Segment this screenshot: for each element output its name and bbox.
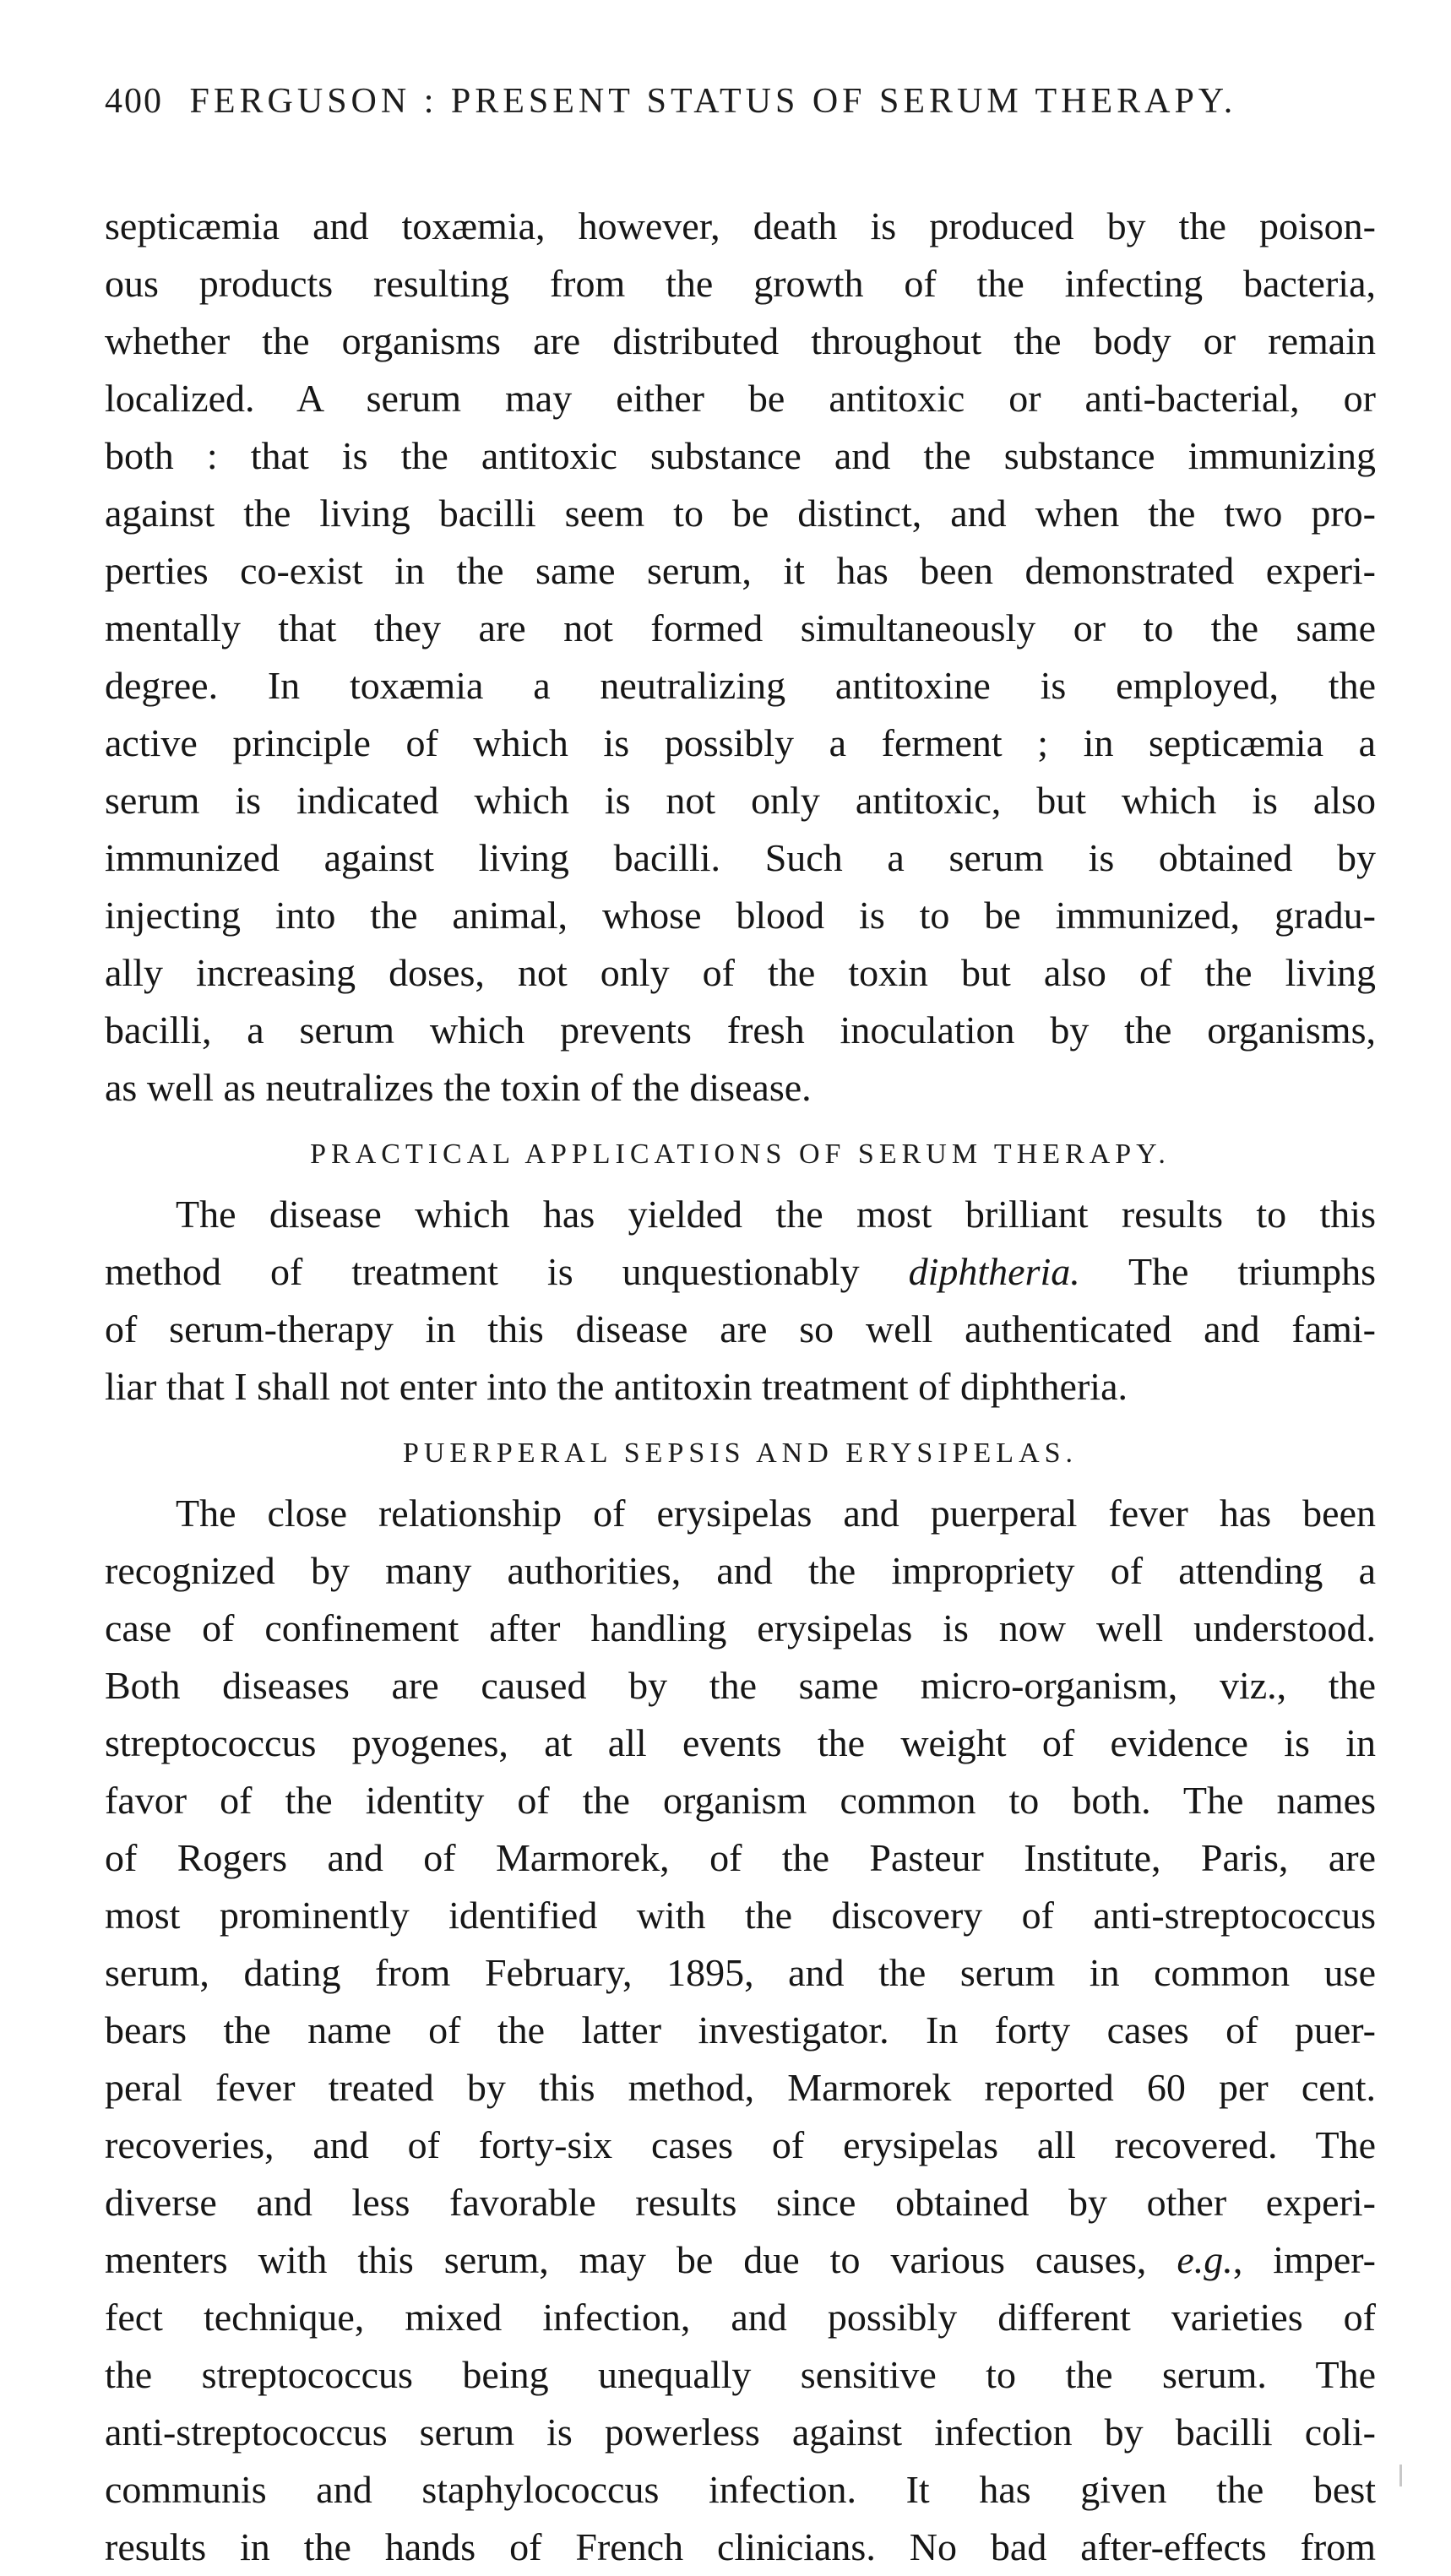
text-line: anti-streptococcus serum is powerless against infection by bacilli coli- [105,2410,1376,2454]
text-line: diverse and less favorable results since obtained by other experi- [105,2181,1376,2224]
text-line: streptococcus pyogenes, at all events the weight of evidence is in [105,1721,1376,1764]
italic-term: e.g. [1177,2238,1233,2281]
text-run: The triumphs [1079,1250,1376,1293]
text-line: bacilli, a serum which prevents fresh inoculation by the organisms, [105,1008,1376,1052]
text-line: against the living bacilli seem to be distinct, and when the two pro- [105,492,1376,535]
running-title: FERGUSON : PRESENT STATUS OF SERUM THERAPY. [189,82,1237,121]
text-line: communis and staphylococcus infection. It has given the best [105,2468,1376,2511]
text-line: degree. In toxæmia a neutralizing antitoxine is employed, the [105,664,1376,707]
text-line: most prominently identified with the discovery of anti-streptococcus [105,1894,1376,1937]
text-line: serum, dating from February, 1895, and the serum in common use [105,1951,1376,1994]
text-line: recoveries, and of forty-six cases of erysipelas all recovered. The [105,2123,1376,2166]
text-line: whether the organisms are distributed throughout the body or remain [105,319,1376,362]
text-line: septicæmia and toxæmia, however, death is produced by the poison- [105,204,1376,247]
text-line: The close relationship of erysipelas and puerperal fever has been [176,1492,1376,1535]
text-line: peral fever treated by this method, Marmorek reported 60 per cent. [105,2066,1376,2109]
paragraph-diphtheria [105,1186,1376,1416]
text-run: , imper- [1232,2238,1376,2281]
text-line: recognized by many authorities, and the impropriety of attending a [105,1549,1376,1592]
paragraph-septicaemia [105,198,1376,1117]
section-heading-puerperal-sepsis: PUERPERAL SEPSIS AND ERYSIPELAS. [402,1437,1079,1469]
text-line: as well as neutralizes the toxin of the disease. [105,1066,812,1109]
section-heading-practical-applications: PRACTICAL APPLICATIONS OF SERUM THERAPY. [310,1139,1171,1170]
text-line: results in the hands of French clinicians. No bad after-effects from [105,2525,1376,2568]
text-line: the streptococcus being unequally sensitive to the serum. The [105,2353,1376,2396]
text-line: serum is indicated which is not only antitoxic, but which is also [105,779,1376,822]
italic-term: diphtheria. [908,1250,1080,1293]
text-line: ous products resulting from the growth of the infecting bacteria, [105,262,1376,305]
text-line: favor of the identity of the organism common to both. The names [105,1779,1376,1822]
text-line: bears the name of the latter investigator. In forty cases of puer- [105,2008,1376,2052]
running-head [105,76,1376,127]
book-page [105,76,1376,2576]
text-line: localized. A serum may either be antitoxic or anti-bacterial, or [105,377,1376,420]
text-line: of serum-therapy in this disease are so well authenticated and fami- [105,1307,1376,1350]
text-line [105,2231,1376,2289]
text-line: active principle of which is possibly a ferment ; in septicæmia a [105,721,1376,764]
text-line: The disease which has yielded the most brilliant results to this [176,1193,1376,1236]
text-line [105,1243,1376,1301]
text-run: menters with this serum, may be due to various causes, [105,2238,1177,2281]
text-line: mentally that they are not formed simultaneously or to the same [105,606,1376,649]
text-line: Both diseases are caused by the same micro-organism, viz., the [105,1664,1376,1707]
text-line: both : that is the antitoxic substance and the substance immunizing [105,434,1376,477]
text-line: injecting into the animal, whose blood is to be immunized, gradu- [105,894,1376,937]
text-run: method of treatment is unquestionably [105,1250,909,1293]
margin-tick-mark [1399,2465,1402,2486]
text-line: case of confinement after handling erysipelas is now well understood. [105,1606,1376,1649]
text-line: liar that I shall not enter into the antitoxin treatment of diphtheria. [105,1365,1128,1408]
text-line: ally increasing doses, not only of the toxin but also of the living [105,951,1376,994]
paragraph-puerperal [105,1485,1376,2576]
text-line: immunized against living bacilli. Such a serum is obtained by [105,836,1376,879]
text-line: of Rogers and of Marmorek, of the Pasteur Institute, Paris, are [105,1836,1376,1879]
text-line: fect technique, mixed infection, and possibly different varieties of [105,2296,1376,2339]
text-line: perties co-exist in the same serum, it has been demonstrated experi- [105,549,1376,592]
page-number: 400 [105,82,163,121]
